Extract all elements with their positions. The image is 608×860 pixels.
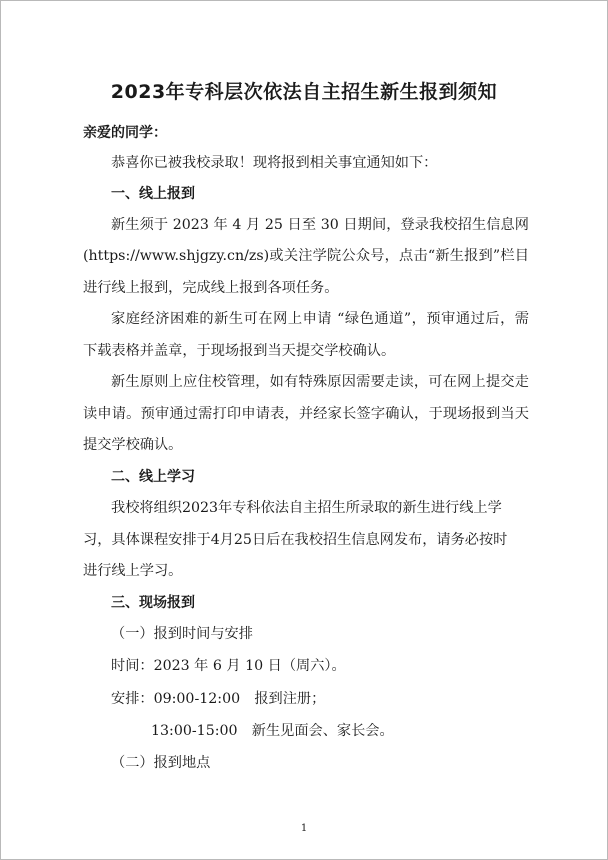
schedule-line: 13:00-15:00 新生见面会、家长会。 (151, 723, 394, 739)
intro-paragraph: 恭喜你已被我校录取！现将报到相关事宜通知如下： (111, 155, 438, 171)
subsection-heading-location: （二）报到地点 (111, 755, 211, 771)
section-heading-online-learning: 二、线上学习 (111, 469, 195, 485)
paragraph-line: (https://www.shjgzy.cn/zs)或关注学院公众号，点击“新生报到”栏目 (83, 248, 529, 264)
section-heading-onsite-registration: 三、现场报到 (111, 595, 195, 611)
paragraph-line: 下载表格并盖章，于现场报到当天提交学校确认。 (83, 343, 396, 359)
paragraph-line: 提交学校确认。 (83, 437, 183, 453)
document-title: 2023年专科层次依法自主招生新生报到须知 (110, 81, 498, 103)
schedule-line: 安排：09:00-12:00 报到注册； (111, 691, 326, 707)
registration-time: 时间：2023 年 6 月 10 日（周六）。 (111, 658, 346, 674)
paragraph-line: 我校将组织2023年专科依法自主招生所录取的新生进行线上学 (111, 500, 502, 516)
paragraph-line: 读申请。预审通过需打印申请表，并经家长签字确认，于现场报到当天 (83, 406, 529, 422)
paragraph-line: 进行线上学习。 (83, 563, 183, 579)
paragraph-line: 家庭经济困难的新生可在网上申请 “绿色通道”，预审通过后，需 (111, 311, 529, 327)
paragraph-line: 习，具体课程安排于4月25日后在我校招生信息网发布，请务必按时 (83, 532, 508, 548)
paragraph-line: 进行线上报到，完成线上报到各项任务。 (83, 280, 339, 296)
page-number: 1 (300, 823, 308, 834)
section-heading-online-registration: 一、线上报到 (111, 186, 195, 202)
paragraph-line: 新生须于 2023 年 4 月 25 日至 30 日期间，登录我校招生信息网 (111, 217, 529, 233)
greeting: 亲爱的同学： (83, 125, 167, 141)
subsection-heading-time: （一）报到时间与安排 (111, 626, 253, 642)
paragraph-line: 新生原则上应住校管理，如有特殊原因需要走读，可在网上提交走 (111, 374, 529, 390)
